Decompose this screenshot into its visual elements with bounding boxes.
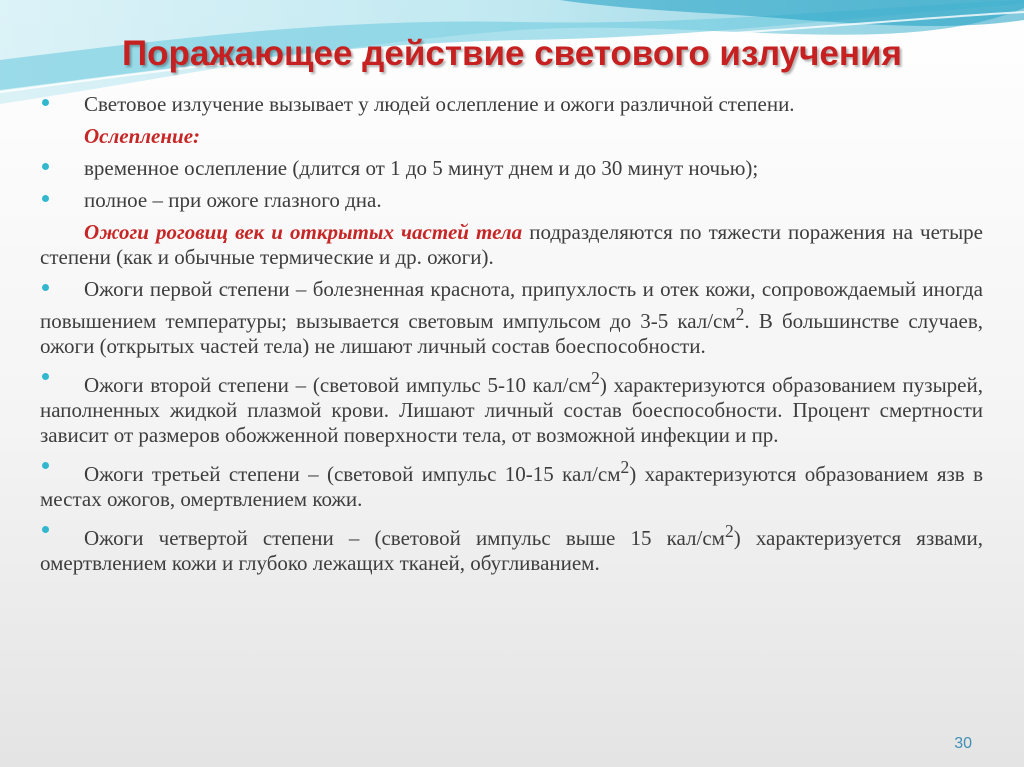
temporary-blinding-text: временное ослепление (длится от 1 до 5 минут днем и до 30 минут ночью); bbox=[84, 156, 759, 180]
slide-content bbox=[40, 92, 983, 576]
blinding-heading-colon: : bbox=[193, 124, 201, 148]
burns-intro bbox=[40, 220, 983, 270]
burn-degree-2-text: Ожоги второй степени – (световой импульс 5-10 кал/см bbox=[84, 373, 592, 397]
burn-degree-1-text-cont: . В большинстве случаев, ожоги (открытых частей тела) не лишают личный состав боеспособности. bbox=[40, 309, 983, 358]
superscript: 2 bbox=[724, 521, 734, 541]
bullet-dot-icon bbox=[42, 163, 49, 170]
burn-degree-2-text-cont: ) характеризуются образованием пузырей, наполненных жидкой плазмой крови. Лишают личный состав боеспособности. Процент смертности зависит от размеров обожженной поверхности тела, от возможной инфекции и пр. bbox=[40, 373, 983, 447]
list-item bbox=[40, 277, 983, 359]
burn-degree-4-text: Ожоги четвертой степени – (световой импульс выше 15 кал/см bbox=[84, 526, 725, 550]
burn-degree-3-text-cont: ) характеризуются образованием язв в местах ожогов, омертвлением кожи. bbox=[40, 462, 983, 511]
slide-title: Поражающее действие светового излучения bbox=[122, 34, 902, 73]
page-number: 30 bbox=[954, 735, 972, 752]
intro-text: Световое излучение вызывает у людей ослепление и ожоги различной степени. bbox=[84, 92, 795, 116]
burns-heading: Ожоги роговиц век и открытых частей тела bbox=[84, 220, 523, 244]
bullet-dot-icon bbox=[42, 462, 49, 469]
list-item bbox=[40, 366, 983, 448]
burn-degree-1-text: Ожоги первой степени – болезненная краснота, припухлость и отек кожи, сопровождаемый иногда повышением температуры; вызывается световым импульсом до 3-5 кал/см bbox=[40, 277, 983, 333]
burn-degree-4-text-cont: ) характеризуется язвами, омертвлением кожи и глубоко лежащих тканей, обугливанием. bbox=[40, 526, 983, 575]
superscript: 2 bbox=[735, 304, 745, 324]
list-item bbox=[40, 188, 983, 213]
blinding-heading: Ослепление bbox=[84, 124, 194, 148]
list-item bbox=[40, 156, 983, 181]
list-item bbox=[40, 455, 983, 512]
superscript: 2 bbox=[591, 368, 600, 388]
bullet-dot-icon bbox=[42, 373, 49, 380]
bullet-dot-icon bbox=[42, 99, 49, 106]
burns-intro-text: подразделяются по тяжести поражения на четыре степени (как и обычные термические и др. ожоги). bbox=[40, 220, 983, 269]
heading-blinding bbox=[40, 124, 983, 149]
full-blinding-text: полное – при ожоге глазного дна. bbox=[84, 188, 382, 212]
bullet-dot-icon bbox=[42, 195, 49, 202]
burn-degree-3-text: Ожоги третьей степени – (световой импульс 10-15 кал/см bbox=[84, 462, 621, 486]
bullet-dot-icon bbox=[42, 526, 49, 533]
list-item bbox=[40, 519, 983, 576]
paragraph-intro bbox=[40, 92, 983, 117]
superscript: 2 bbox=[620, 457, 630, 477]
bullet-dot-icon bbox=[42, 284, 49, 291]
